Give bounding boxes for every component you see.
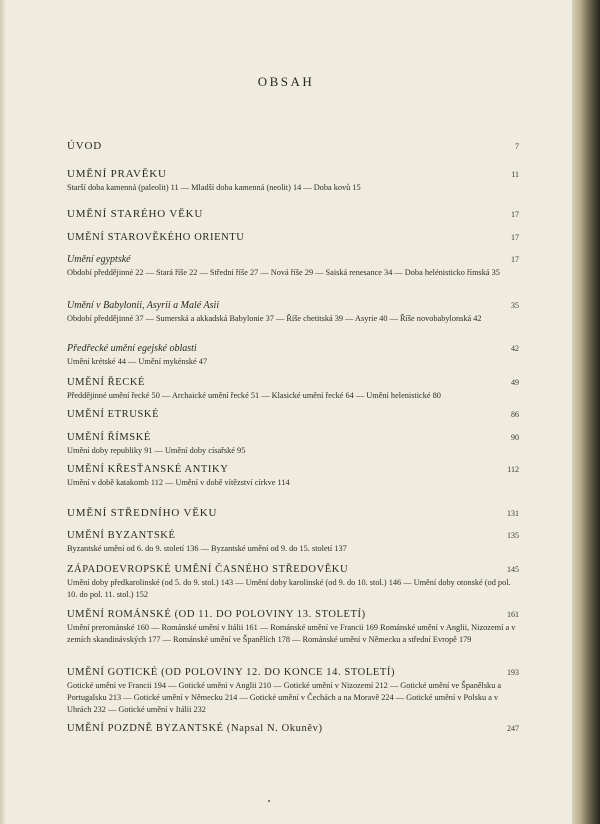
toc-page-number: 161	[507, 610, 519, 619]
toc-entry-romanske	[67, 608, 519, 646]
toc-page-number: 42	[511, 344, 519, 353]
toc-entry-babylonie	[67, 299, 519, 325]
toc-subentries: Umění doby předkarolinské (od 5. do 9. stol.) 143 — Umění doby karolinské (od 9. do 10. stol.) 146 — Umění doby otonské (od pol. 10. do pol. 11. stol.) 152	[67, 578, 511, 600]
toc-subentries: Umění doby republiky 91 — Umění doby císařské 95	[67, 446, 246, 455]
toc-page-number: 112	[507, 465, 519, 474]
toc-page-number: 247	[507, 724, 519, 733]
toc-title: Umění egyptské	[67, 254, 131, 265]
toc-page-number: 193	[507, 668, 519, 677]
toc-title: UMĚNÍ STARÉHO VĚKU	[67, 208, 204, 220]
toc-entry-casneho-stredoveku	[67, 563, 519, 601]
toc-title: Předřecké umění egejské oblasti	[67, 343, 197, 354]
toc-page-number: 11	[511, 170, 519, 179]
toc-entry-rimske	[67, 431, 519, 457]
toc-page-number: 17	[511, 233, 519, 242]
toc-page-number: 7	[515, 142, 519, 151]
toc-title: UMĚNÍ ŘÍMSKÉ	[67, 432, 151, 443]
toc-page-number: 49	[511, 378, 519, 387]
toc-page-number: 90	[511, 433, 519, 442]
toc-title: UMĚNÍ ETRUSKÉ	[67, 409, 160, 420]
toc-entry-egyptske	[67, 253, 519, 279]
toc-page-number: 135	[507, 531, 519, 540]
toc-page-number: 131	[507, 509, 519, 518]
book-spine	[572, 0, 600, 824]
toc-entry-pozdne-byzantske	[67, 722, 519, 735]
toc-page-number: 35	[511, 301, 519, 310]
toc-subentries: Gotické umění ve Francii 194 — Gotické umění v Anglii 210 — Gotické umění v Nizozemí 212 — Gotické umění ve Španělsku a Portugalsku 213 — Gotické umění v Německu 214 — Gotické umění v Čechách a na Moravě 224 — Gotické umění v Polsku a v Uhrách 232 — Gotické umění v Itálii 232	[67, 681, 502, 715]
toc-entry-byzantske	[67, 529, 519, 555]
toc-title: UMĚNÍ ROMÁNSKÉ (OD 11. DO POLOVINY 13. STOLETÍ)	[67, 609, 366, 620]
toc-subentries: Byzantské umění od 6. do 9. století 136 — Byzantské umění od 9. do 15. století 137	[67, 544, 347, 553]
toc-entry-egejske	[67, 342, 519, 368]
toc-title: Umění v Babylonii, Asyrii a Malé Asii	[67, 300, 220, 311]
toc-subentries: Období předdějinné 37 — Sumerská a akkadská Babylonie 37 — Říše chetitská 39 — Asyrie 40 — Říše novobabylonská 42	[67, 314, 482, 323]
toc-entry-stareho-veku	[67, 208, 519, 221]
toc-title: UMĚNÍ PRAVĚKU	[67, 168, 167, 180]
toc-entry-etruske	[67, 408, 519, 421]
page-title: OBSAH	[257, 74, 315, 89]
toc-entry-orientu	[67, 231, 519, 244]
toc-title: UMĚNÍ BYZANTSKÉ	[67, 530, 176, 541]
toc-title: UMĚNÍ STŘEDNÍHO VĚKU	[67, 507, 218, 519]
toc-entry-krestanske	[67, 463, 519, 489]
toc-title: UMĚNÍ STAROVĚKÉHO ORIENTU	[67, 232, 245, 243]
toc-title: UMĚNÍ KŘESŤANSKÉ ANTIKY	[67, 464, 229, 475]
page-fold-shadow	[0, 0, 6, 824]
toc-entry-recke	[67, 376, 519, 402]
toc-subentries: Umění krétské 44 — Umění mykénské 47	[67, 357, 208, 366]
toc-subentries: Umění v době katakomb 112 — Umění v době vítězství církve 114	[67, 478, 290, 487]
toc-page-number: 86	[511, 410, 519, 419]
toc-subentries: Starší doba kamenná (paleolit) 11 — Mladší doba kamenná (neolit) 14 — Doba kovů 15	[67, 183, 361, 192]
toc-title: UMĚNÍ GOTICKÉ (OD POLOVINY 12. DO KONCE 14. STOLETÍ)	[67, 667, 396, 678]
toc-page-number: 145	[507, 565, 519, 574]
toc-entry-goticke	[67, 666, 519, 717]
toc-entry-uvod	[67, 140, 519, 153]
toc-entry-praveku	[67, 168, 519, 194]
toc-title: UMĚNÍ POZDNĚ BYZANTSKÉ (Napsal N. Okuněv)	[67, 723, 323, 734]
toc-subentries: Předdějinné umění řecké 50 — Archaické umění řecké 51 — Klasické umění řecké 64 — Umění helenistické 80	[67, 391, 441, 400]
toc-subentries: Umění prerománské 160 — Románské umění v Itálii 161 — Románské umění ve Francii 169 Románské umění v Anglii, Nizozemí a v zemích skandinávských 177 — Románské umění ve Španělích 178 — Románské umění v Německu a střední Evropě 179	[67, 623, 516, 645]
toc-page-number: 17	[511, 255, 519, 264]
toc-subentries: Období předdějinné 22 — Stará říše 22 — Střední říše 27 — Nová říše 29 — Saiská renesance 34 — Doba helénisticko římská 35	[67, 268, 500, 277]
toc-entry-stredniho-veku	[67, 507, 519, 520]
toc-page-number: 17	[511, 210, 519, 219]
toc-title: ÚVOD	[67, 140, 102, 152]
toc-title: UMĚNÍ ŘECKÉ	[67, 377, 146, 388]
page-mark	[268, 800, 270, 802]
toc-title: ZÁPADOEVROPSKÉ UMĚNÍ ČASNÉHO STŘEDOVĚKU	[67, 564, 349, 575]
